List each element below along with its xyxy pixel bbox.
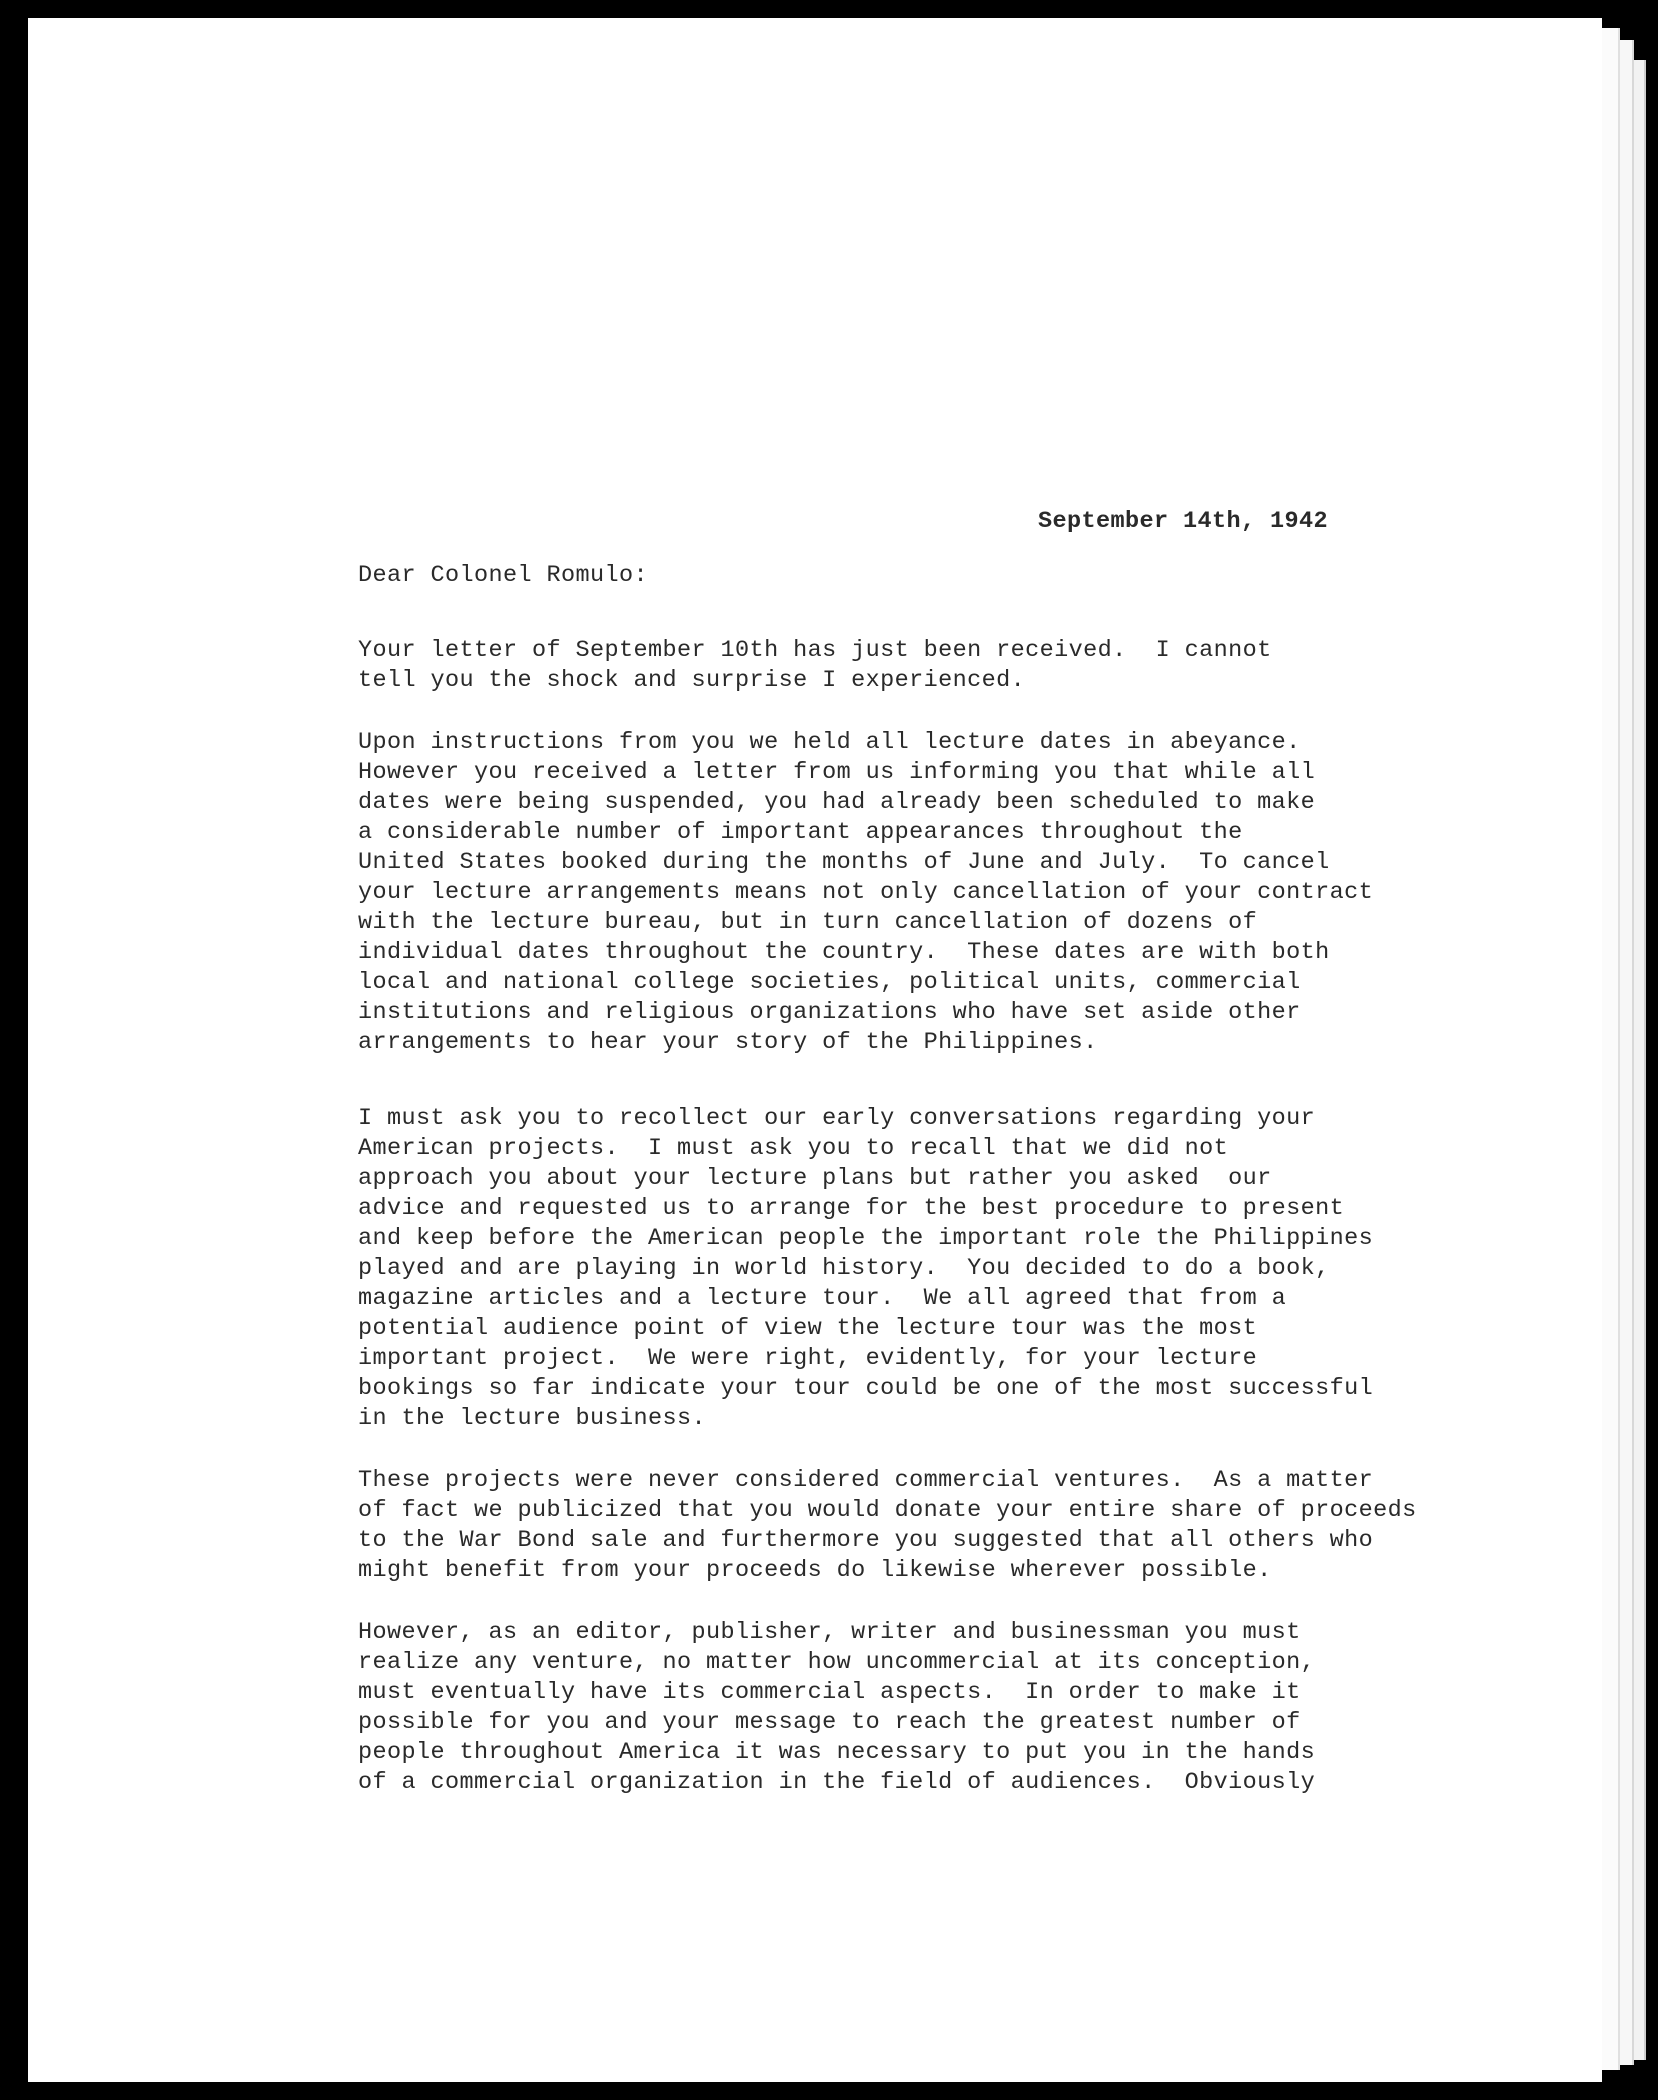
text-line: advice and requested us to arrange for the best procedure to present — [358, 1195, 1345, 1222]
paragraph-2 — [358, 728, 1373, 1058]
text-line: arrangements to hear your story of the Philippines. — [358, 1029, 1098, 1056]
text-line: of fact we publicized that you would donate your entire share of proceeds — [358, 1497, 1417, 1524]
text-line: bookings so far indicate your tour could be one of the most successful — [358, 1375, 1374, 1402]
text-line: individual dates throughout the country. These dates are with both — [358, 939, 1330, 966]
text-line: However, as an editor, publisher, writer and businessman you must — [358, 1619, 1301, 1646]
text-line: Upon instructions from you we held all lecture dates in abeyance. — [358, 729, 1301, 756]
text-line: However you received a letter from us informing you that while all — [358, 759, 1316, 786]
text-line: and keep before the American people the important role the Philippines — [358, 1225, 1374, 1252]
text-line: I must ask you to recollect our early conversations regarding your — [358, 1105, 1316, 1132]
text-line: might benefit from your proceeds do likewise wherever possible. — [358, 1557, 1272, 1584]
letter-page — [28, 18, 1602, 2082]
text-line: magazine articles and a lecture tour. We all agreed that from a — [358, 1285, 1287, 1312]
text-line: approach you about your lecture plans but rather you asked our — [358, 1165, 1272, 1192]
paragraph-3 — [358, 1104, 1373, 1434]
letter-salutation: Dear Colonel Romulo: — [358, 562, 649, 589]
text-line: possible for you and your message to reach the greatest number of — [358, 1709, 1301, 1736]
text-line: important project. We were right, evidently, for your lecture — [358, 1345, 1258, 1372]
paragraph-4 — [358, 1466, 1417, 1586]
text-line: tell you the shock and surprise I experienced. — [358, 667, 1026, 694]
text-line: people throughout America it was necessary to put you in the hands — [358, 1739, 1316, 1766]
text-line: These projects were never considered commercial ventures. As a matter — [358, 1467, 1374, 1494]
text-line: played and are playing in world history. You decided to do a book, — [358, 1255, 1330, 1282]
paragraph-5 — [358, 1618, 1315, 1798]
text-line: dates were being suspended, you had already been scheduled to make — [358, 789, 1316, 816]
text-line: Your letter of September 10th has just been received. I cannot — [358, 637, 1272, 664]
text-line: must eventually have its commercial aspects. In order to make it — [358, 1679, 1301, 1706]
text-line: in the lecture business. — [358, 1405, 707, 1432]
text-line: United States booked during the months of June and July. To cancel — [358, 849, 1330, 876]
text-line: American projects. I must ask you to recall that we did not — [358, 1135, 1229, 1162]
text-line: with the lecture bureau, but in turn cancellation of dozens of — [358, 909, 1258, 936]
text-line: institutions and religious organizations who have set aside other — [358, 999, 1301, 1026]
letter-body — [28, 18, 1602, 2082]
letter-date: September 14th, 1942 — [1038, 508, 1329, 535]
text-line: to the War Bond sale and furthermore you suggested that all others who — [358, 1527, 1374, 1554]
paragraph-1 — [358, 636, 1272, 696]
text-line: a considerable number of important appearances throughout the — [358, 819, 1243, 846]
text-line: your lecture arrangements means not only cancellation of your contract — [358, 879, 1374, 906]
text-line: local and national college societies, political units, commercial — [358, 969, 1301, 996]
text-line: potential audience point of view the lecture tour was the most — [358, 1315, 1258, 1342]
text-line: of a commercial organization in the field of audiences. Obviously — [358, 1769, 1316, 1796]
text-line: realize any venture, no matter how uncommercial at its conception, — [358, 1649, 1316, 1676]
